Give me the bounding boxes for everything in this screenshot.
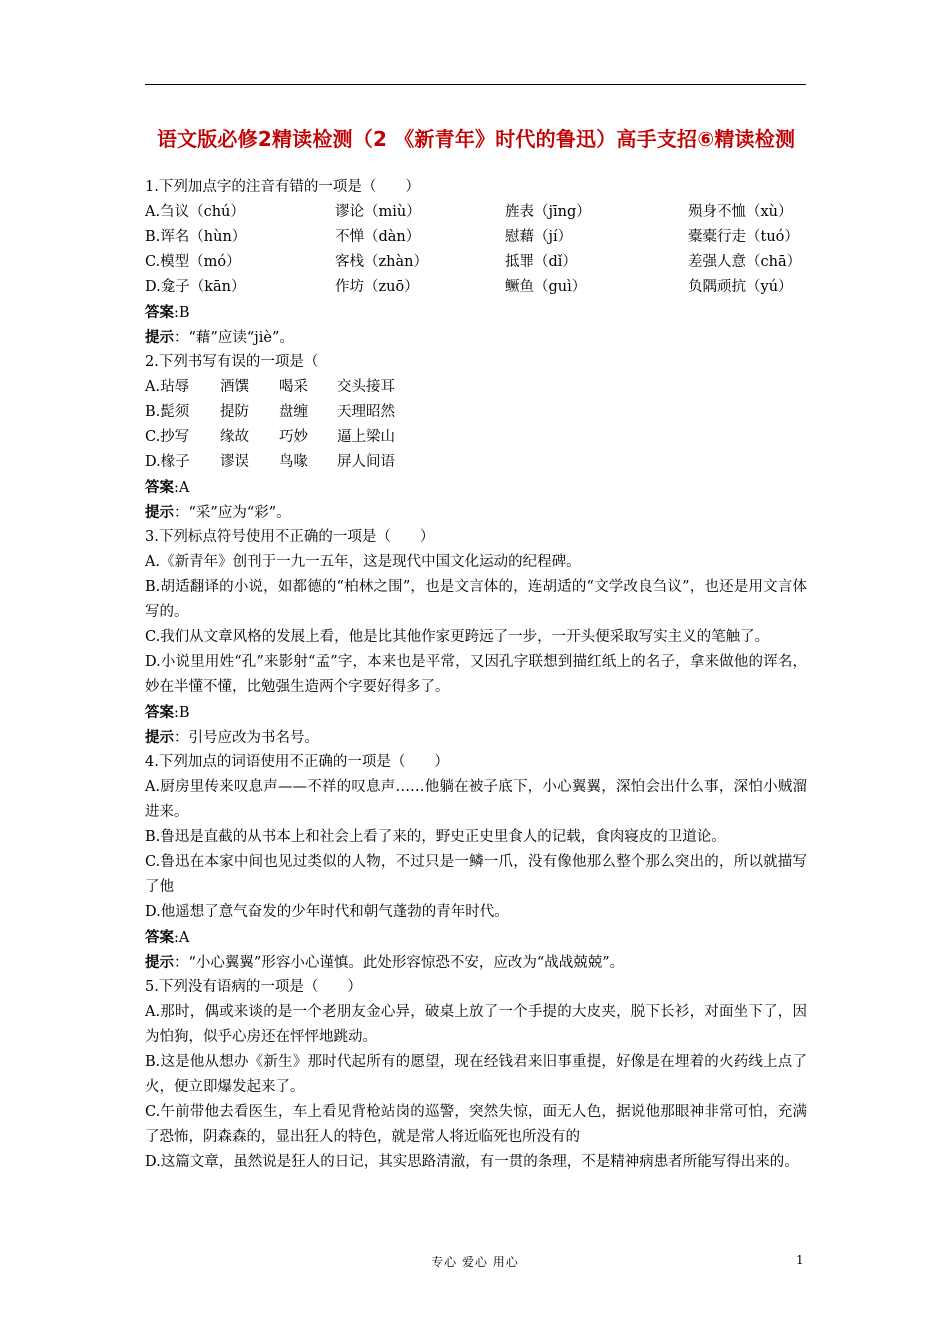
option-cell: 负隅顽抗（yú） <box>688 279 793 295</box>
answer-label: 答案 <box>145 704 174 721</box>
question-1-row-d <box>145 275 807 300</box>
answer-value: :A <box>174 930 190 946</box>
option-cell: 抵罪（dǐ） <box>505 254 577 270</box>
option-cell: 屏人间语 <box>337 454 395 470</box>
option-cell: 天理昭然 <box>337 404 395 420</box>
question-5-option-a: A.那时，偶或来谈的是一个老朋友金心异，破桌上放了一个手提的大皮夹，脱下长衫，对面坐下了，因为怕狗，似乎心房还在怦怦地跳动。 <box>145 1004 807 1045</box>
option-cell: 橐橐行走（tuó） <box>688 229 799 245</box>
option-cell: B.诨名（hùn） <box>145 229 247 245</box>
option-cell: 交头接耳 <box>337 379 395 395</box>
hint-label: 提示 <box>145 329 174 346</box>
option-cell: C.抄写 <box>145 429 190 445</box>
answer-label: 答案 <box>145 479 174 496</box>
question-4-option-d: D.他遥想了意气奋发的少年时代和朝气蓬勃的青年时代。 <box>145 904 509 920</box>
question-5-stem: 5.下列没有语病的一项是（ ） <box>145 979 362 995</box>
option-cell: 旌表（jīng） <box>505 204 591 220</box>
option-cell: A.刍议（chú） <box>145 204 245 220</box>
question-4-option-a: A.厨房里传来叹息声——不祥的叹息声……他躺在被子底下，小心翼翼，深怕会出什么事，深怕小贼溜进来。 <box>145 779 807 820</box>
question-2-stem: 2.下列书写有误的一项是（ <box>145 354 319 370</box>
option-cell: 殒身不恤（xù） <box>688 204 793 220</box>
option-cell: 巧妙 <box>279 429 308 445</box>
option-cell: D.椽子 <box>145 454 190 470</box>
answer-label: 答案 <box>145 304 174 321</box>
answer-value: :B <box>174 705 190 721</box>
option-cell: D.龛子（kān） <box>145 279 246 295</box>
hint-text: ：引号应改为书名号。 <box>174 730 319 746</box>
question-2-row-c <box>145 425 807 450</box>
question-4-option-c: C.鲁迅在本家中间也见过类似的人物，不过只是一鳞一爪，没有像他那么整个那么突出的，所以就描写了他 <box>145 854 807 895</box>
option-cell: 鳜鱼（guì） <box>505 279 587 295</box>
question-3-option-c: C.我们从文章风格的发展上看，他是比其他作家更跨远了一步，一开头便采取写实主义的笔触了。 <box>145 629 770 645</box>
answer-value: :A <box>174 480 190 496</box>
option-cell: 盘缠 <box>279 404 308 420</box>
option-cell: 差强人意（chā） <box>688 254 802 270</box>
answer-value: :B <box>174 305 190 321</box>
option-cell: B.髭须 <box>145 404 190 420</box>
option-cell: 客栈（zhàn） <box>335 254 428 270</box>
question-3-option-a: A.《新青年》创刊于一九一五年，这是现代中国文化运动的纪程碑。 <box>145 554 581 570</box>
hint-text: ：“藉”应读“jiè”。 <box>174 330 294 346</box>
option-cell: 逼上梁山 <box>337 429 395 445</box>
page-number: 1 <box>796 1253 804 1267</box>
question-2-hint <box>145 500 807 525</box>
question-1-row-c <box>145 250 807 275</box>
option-cell: 鸟喙 <box>279 454 308 470</box>
option-cell: 酒馔 <box>220 379 249 395</box>
hint-label: 提示 <box>145 504 174 521</box>
option-cell: 缘故 <box>220 429 249 445</box>
question-5-option-b: B.这是他从想办《新生》那时代起所有的愿望，现在经钱君来旧事重提，好像是在埋着的火药线上点了火，便立即爆发起来了。 <box>145 1054 807 1095</box>
question-1-row-a <box>145 200 807 225</box>
answer-label: 答案 <box>145 929 174 946</box>
question-2-row-d <box>145 450 807 475</box>
hint-text: ：“小心翼翼”形容小心谨慎。此处形容惊恐不安，应改为“战战兢兢”。 <box>174 955 625 971</box>
document-body <box>145 175 807 1175</box>
question-3-option-d: D.小说里用姓“孔”来影射“孟”字，本来也是平常，又因孔字联想到描红纸上的名子，拿来做他的诨名，妙在半懂不懂，比勉强生造两个字要好得多了。 <box>145 654 807 695</box>
question-4-hint <box>145 950 807 975</box>
question-5-option-c: C.午前带他去看医生，车上看见背枪站岗的巡警，突然失惊，面无人色，据说他那眼神非常可怕，充满了恐怖，阴森森的，显出狂人的特色，就是常人将近临死也所没有的 <box>145 1104 807 1145</box>
question-5-option-d: D.这篇文章，虽然说是狂人的日记，其实思路清澈，有一贯的条理，不是精神病患者所能写得出来的。 <box>145 1154 799 1170</box>
question-1-hint <box>145 325 807 350</box>
question-4-answer <box>145 925 807 950</box>
option-cell: 作坊（zuō） <box>335 279 419 295</box>
hint-label: 提示 <box>145 954 174 971</box>
question-3-hint <box>145 725 807 750</box>
option-cell: C.模型（mó） <box>145 254 241 270</box>
question-3-stem: 3.下列标点符号使用不正确的一项是（ ） <box>145 529 435 545</box>
option-cell: 不惮（dàn） <box>335 229 421 245</box>
hint-text: ：“采”应为“彩”。 <box>174 505 291 521</box>
question-2-row-a <box>145 375 807 400</box>
header-rule <box>145 84 806 85</box>
question-1-answer <box>145 300 807 325</box>
question-4-option-b: B.鲁迅是直截的从书本上和社会上看了来的，野史正史里食人的记载，食肉寝皮的卫道论。 <box>145 829 726 845</box>
option-cell: A.玷辱 <box>145 379 190 395</box>
question-3-option-b: B.胡适翻译的小说，如都德的“柏林之围”，也是文言体的，连胡适的“文学改良刍议”，也还是用文言体写的。 <box>145 579 807 620</box>
page-footer: 专心 爱心 用心 <box>431 1255 519 1269</box>
question-1-row-b <box>145 225 807 250</box>
question-2-answer <box>145 475 807 500</box>
question-2-row-b <box>145 400 807 425</box>
hint-label: 提示 <box>145 729 174 746</box>
option-cell: 提防 <box>220 404 249 420</box>
option-cell: 喝采 <box>279 379 308 395</box>
question-4-stem: 4.下列加点的词语使用不正确的一项是（ ） <box>145 754 449 770</box>
question-1-stem: 1.下列加点字的注音有错的一项是（ ） <box>145 179 420 195</box>
option-cell: 谬误 <box>220 454 249 470</box>
question-3-answer <box>145 700 807 725</box>
option-cell: 谬论（miù） <box>335 204 421 220</box>
option-cell: 慰藉（jí） <box>505 229 573 245</box>
document-title: 语文版必修2精读检测（2 《新青年》时代的鲁迅）高手支招⑥精读检测 <box>156 127 796 151</box>
